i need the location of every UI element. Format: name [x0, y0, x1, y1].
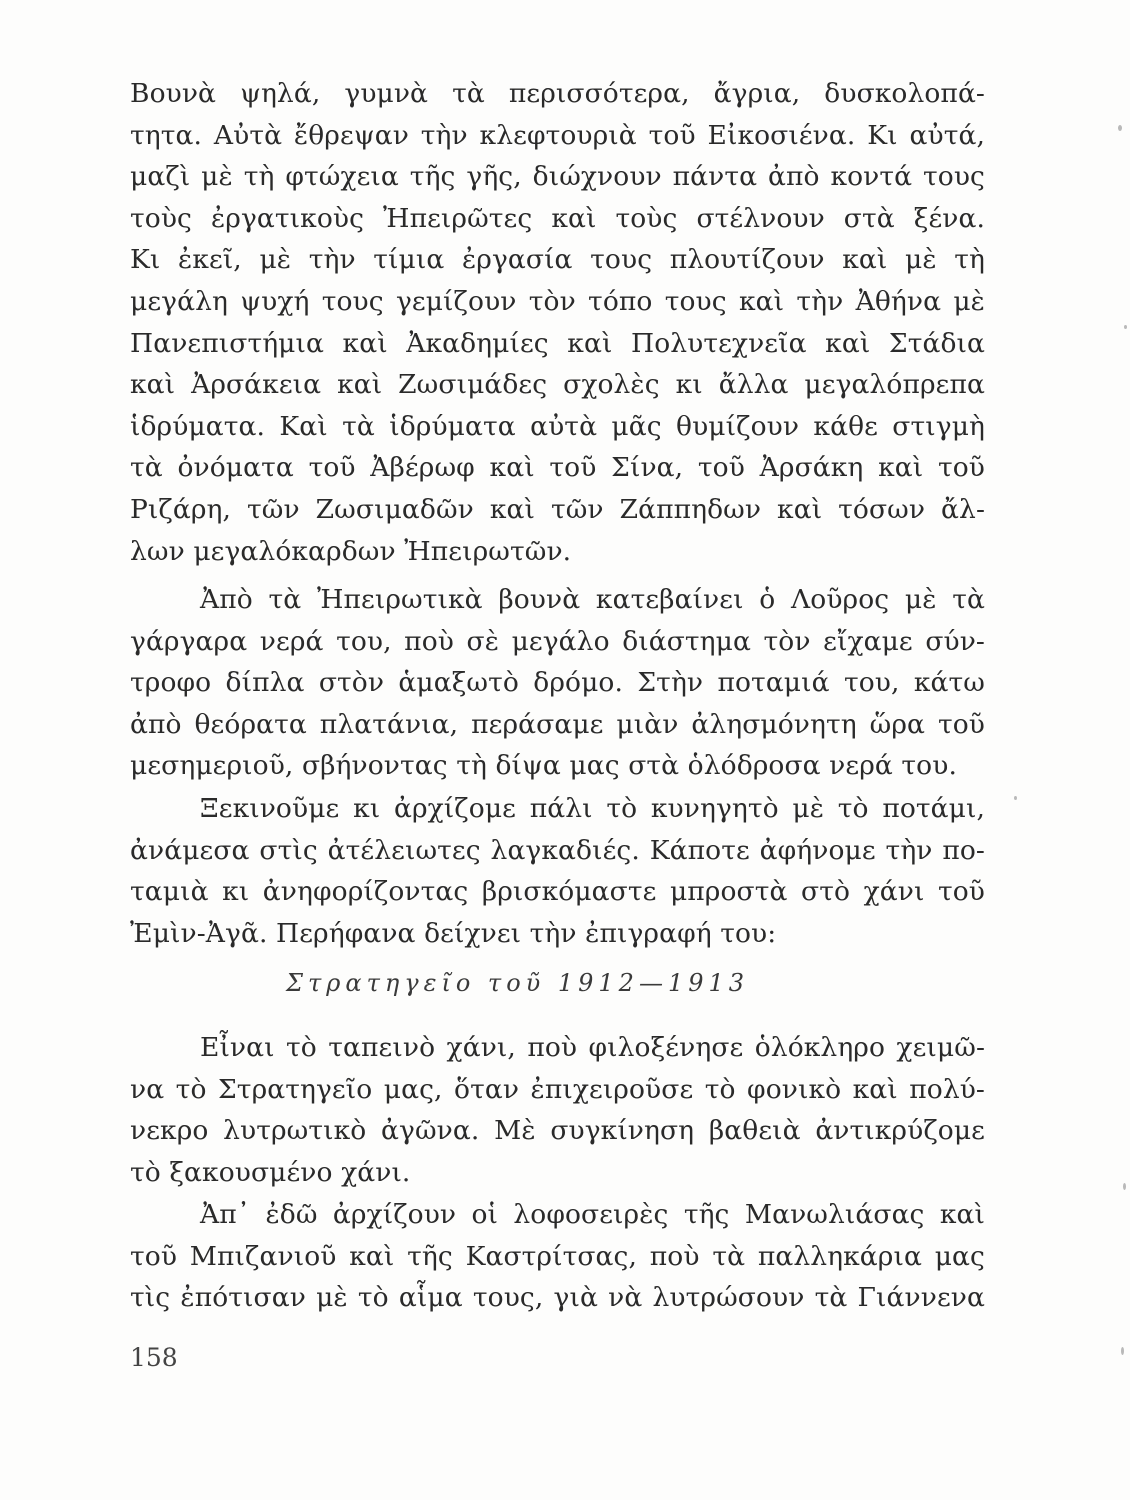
text-line: Ἐμὶν-Ἀγᾶ. Περήφανα δείχνει τὴν ἐπιγραφή του: [130, 917, 777, 949]
text-line: Εἶναι τὸ ταπεινὸ χάνι, ποὺ φιλοξένησε ὁλόκληρο χειμῶ- [200, 1032, 985, 1063]
text-line: ἀπὸ θεόρατα πλατάνια, περάσαμε μιὰν ἀλησμόνητη ὥρα τοῦ [130, 708, 985, 740]
text-line: τὶς ἐπότισαν μὲ τὸ αἷμα τους, γιὰ νὰ λυτρώσουν τὰ Γιάννενα [130, 1282, 985, 1314]
text-line: ταμιὰ κι ἀνηφορίζοντας βρισκόμαστε μπροστὰ στὸ χάνι τοῦ [130, 876, 985, 908]
scan-speck [1014, 796, 1017, 800]
text-line: ἀνάμεσα στὶς ἀτέλειωτες λαγκαδιές. Κάποτε ἀφήνομε τὴν πο- [130, 834, 985, 866]
text-line: τὰ ὀνόματα τοῦ Ἀβέρωφ καὶ τοῦ Σίνα, τοῦ Ἀρσάκη καὶ τοῦ [130, 452, 985, 484]
scan-speck [1118, 125, 1122, 131]
text-line: νεκρο λυτρωτικὸ ἀγῶνα. Μὲ συγκίνηση βαθειὰ ἀντικρύζομε [130, 1115, 985, 1147]
text-line: ἱδρύματα. Καὶ τὰ ἱδρύματα αὐτὰ μᾶς θυμίζουν κάθε στιγμὴ [130, 410, 985, 442]
text-line: μαζὶ μὲ τὴ φτώχεια τῆς γῆς, διώχνουν πάντα ἀπὸ κοντά τους [130, 161, 985, 193]
paragraph-1 [130, 73, 985, 572]
text-line: να τὸ Στρατηγεῖο μας, ὅταν ἐπιχειροῦσε τὸ φονικὸ καὶ πολύ- [130, 1073, 985, 1105]
text-line: μεσημεριοῦ, σβήνοντας τὴ δίψα μας στὰ ὁλόδροσα νερά του. [130, 750, 957, 782]
text-line: γάργαρα νερά του, ποὺ σὲ μεγάλο διάστημα τὸν εἴχαμε σύν- [130, 625, 985, 657]
paragraph-2 [130, 579, 985, 787]
text-line: Ἀπὸ τὰ Ἠπειρωτικὰ βουνὰ κατεβαίνει ὁ Λοῦρος μὲ τὰ [200, 584, 985, 615]
text-line: καὶ Ἀρσάκεια καὶ Ζωσιμάδες σχολὲς κι ἄλλα μεγαλόπρεπα [130, 369, 985, 401]
text-line: Ξεκινοῦμε κι ἀρχίζομε πάλι τὸ κυνηγητὸ μὲ τὸ ποτάμι, [200, 793, 985, 824]
page-number: 158 [130, 1343, 178, 1372]
text-line: μεγάλη ψυχή τους γεμίζουν τὸν τόπο τους καὶ τὴν Ἀθήνα μὲ [130, 285, 985, 317]
text-line: τὸ ξακουσμένο χάνι. [130, 1156, 411, 1188]
text-line: τητα. Αὐτὰ ἔθρεψαν τὴν κλεφτουριὰ τοῦ Εἰκοσιένα. Κι αὐτά, [130, 119, 985, 151]
scan-speck [1124, 325, 1127, 329]
text-line: Πανεπιστήμια καὶ Ἀκαδημίες καὶ Πολυτεχνεῖα καὶ Στάδια [130, 327, 985, 359]
text-line: Βουνὰ ψηλά, γυμνὰ τὰ περισσότερα, ἄγρια, δυσκολοπά- [130, 78, 985, 109]
text-line: Ἀπ᾿ ἐδῶ ἀρχίζουν οἱ λοφοσειρὲς τῆς Μανωλιάσας καὶ [200, 1199, 985, 1230]
text-line: λων μεγαλόκαρδων Ἠπειρωτῶν. [130, 535, 572, 567]
paragraph-3 [130, 788, 985, 954]
text-line: Κι ἐκεῖ, μὲ τὴν τίμια ἐργασία τους πλουτίζουν καὶ μὲ τὴ [130, 244, 985, 276]
scan-speck [1123, 1183, 1126, 1190]
paragraph-4 [130, 1027, 985, 1193]
paragraph-5 [130, 1194, 985, 1319]
text-line: τροφο δίπλα στὸν ἁμαξωτὸ δρόμο. Στὴν ποταμιά του, κάτω [130, 667, 985, 699]
text-line: τοῦ Μπιζανιοῦ καὶ τῆς Καστρίτσας, ποὺ τὰ παλληκάρια μας [130, 1240, 985, 1272]
text-line: τοὺς ἐργατικοὺς Ἠπειρῶτες καὶ τοὺς στέλνουν στὰ ξένα. [130, 202, 985, 234]
scan-speck [1121, 1347, 1124, 1355]
text-line: Ριζάρη, τῶν Ζωσιμαδῶν καὶ τῶν Ζάππηδων καὶ τόσων ἄλ- [130, 493, 985, 525]
inscription-heading: Στρατηγεῖο τοῦ 1912—1913 [286, 969, 750, 997]
